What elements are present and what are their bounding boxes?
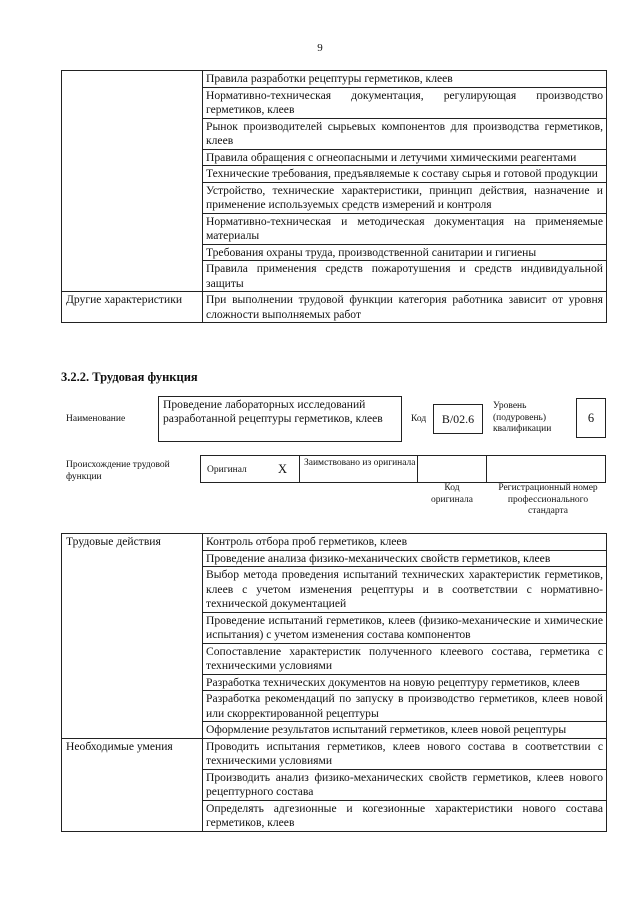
- labor-actions-table: [61, 533, 607, 832]
- page-number: 9: [317, 42, 323, 54]
- labor-action-item: Разработка рекомендаций по запуску в производство герметиков, клеев новой или скорректированной рецептуры: [203, 691, 607, 722]
- knowledge-item: Правила обращения с огнеопасными и летучими химическими реагентами: [203, 149, 607, 166]
- knowledge-label-cell: [62, 71, 203, 292]
- knowledge-item: Технические требования, предъявляемые к составу сырья и готовой продукции: [203, 166, 607, 183]
- required-skill-label: Необходимые умения: [62, 738, 203, 831]
- knowledge-table-body: [62, 71, 607, 323]
- labor-action-item: Разработка технических документов на новую рецептуру герметиков, клеев: [203, 674, 607, 691]
- labor-action-item: Оформление результатов испытаний герметиков, клеев новой рецептуры: [203, 722, 607, 739]
- original-mark: X: [278, 462, 288, 476]
- borrowed-cell: [299, 455, 418, 483]
- original-cell: [200, 455, 300, 483]
- knowledge-item: Нормативно-техническая и методическая документация на применяемые материалы: [203, 213, 607, 244]
- labor-action-item: Контроль отбора проб герметиков, клеев: [203, 534, 607, 551]
- other-characteristics-value: При выполнении трудовой функции категория работника зависит от уровня сложности выполняемых работ: [203, 292, 607, 323]
- required-skill-item: Производить анализ физико-механических свойств герметиков, клеев нового рецептурного состава: [203, 769, 607, 800]
- original-label: Оригинал: [207, 465, 247, 475]
- knowledge-item: Правила разработки рецептуры герметиков, клеев: [203, 71, 607, 88]
- other-characteristics-label: Другие характеристики: [62, 292, 203, 323]
- labor-action-item: Сопоставление характеристик полученного клеевого состава, герметика с техническими условиями: [203, 643, 607, 674]
- reg-number-caption: Регистрационный номер профессионального стандарта: [498, 483, 598, 516]
- knowledge-table: [61, 70, 607, 323]
- borrowed-label: Заимствовано из оригинала: [304, 458, 416, 468]
- required-skill-item: Проводить испытания герметиков, клеев нового состава в соответствии с техническими условиями: [203, 738, 607, 769]
- origin-label: Происхождение трудовой функции: [66, 460, 170, 482]
- labor-action-item: Проведение испытаний герметиков, клеев (физико-механические и химические испытания) с учетом изменения состава компонентов: [203, 612, 607, 643]
- labor-action-label: Трудовые действия: [62, 534, 203, 739]
- code-value: B/02.6: [433, 404, 483, 434]
- code-label: Код: [411, 414, 427, 424]
- reg-number-cell: [486, 455, 606, 483]
- knowledge-item: Устройство, технические характеристики, принцип действия, назначение и применение используемых средств измерений и контроля: [203, 182, 607, 213]
- knowledge-item: Нормативно-техническая документация, регулирующая производство герметиков, клеев: [203, 87, 607, 118]
- level-label: Уровень (подуровень) квалификации: [493, 401, 552, 434]
- code-original-cell: [417, 455, 487, 483]
- labor-actions-table-body: [62, 534, 607, 832]
- level-value: 6: [576, 398, 606, 438]
- section-title: 3.2.2. Трудовая функция: [61, 370, 198, 384]
- labor-action-item: Выбор метода проведения испытаний технических характеристик герметиков, клеев с учетом изменения рецептуры и в соответствии с нормативно-технической документацией: [203, 567, 607, 613]
- code-original-caption: Код оригинала: [431, 483, 473, 505]
- labor-action-item: Проведение анализа физико-механических свойств герметиков, клеев: [203, 550, 607, 567]
- knowledge-row: [62, 71, 607, 88]
- knowledge-item: Требования охраны труда, производственной санитарии и гигиены: [203, 244, 607, 261]
- other-characteristics-row: [62, 292, 607, 323]
- required-skill-item: Определять адгезионные и когезионные характеристики нового состава герметиков, клеев: [203, 800, 607, 831]
- name-label: Наименование: [66, 414, 126, 424]
- function-name: Проведение лабораторных исследований разработанной рецептуры герметиков, клеев: [163, 398, 383, 425]
- knowledge-item: Правила применения средств пожаротушения и средств индивидуальной защиты: [203, 261, 607, 292]
- knowledge-item: Рынок производителей сырьевых компонентов для производства герметиков, клеев: [203, 118, 607, 149]
- labor-action: [62, 534, 607, 551]
- name-value-box: [158, 396, 402, 442]
- required-skill: [62, 738, 607, 769]
